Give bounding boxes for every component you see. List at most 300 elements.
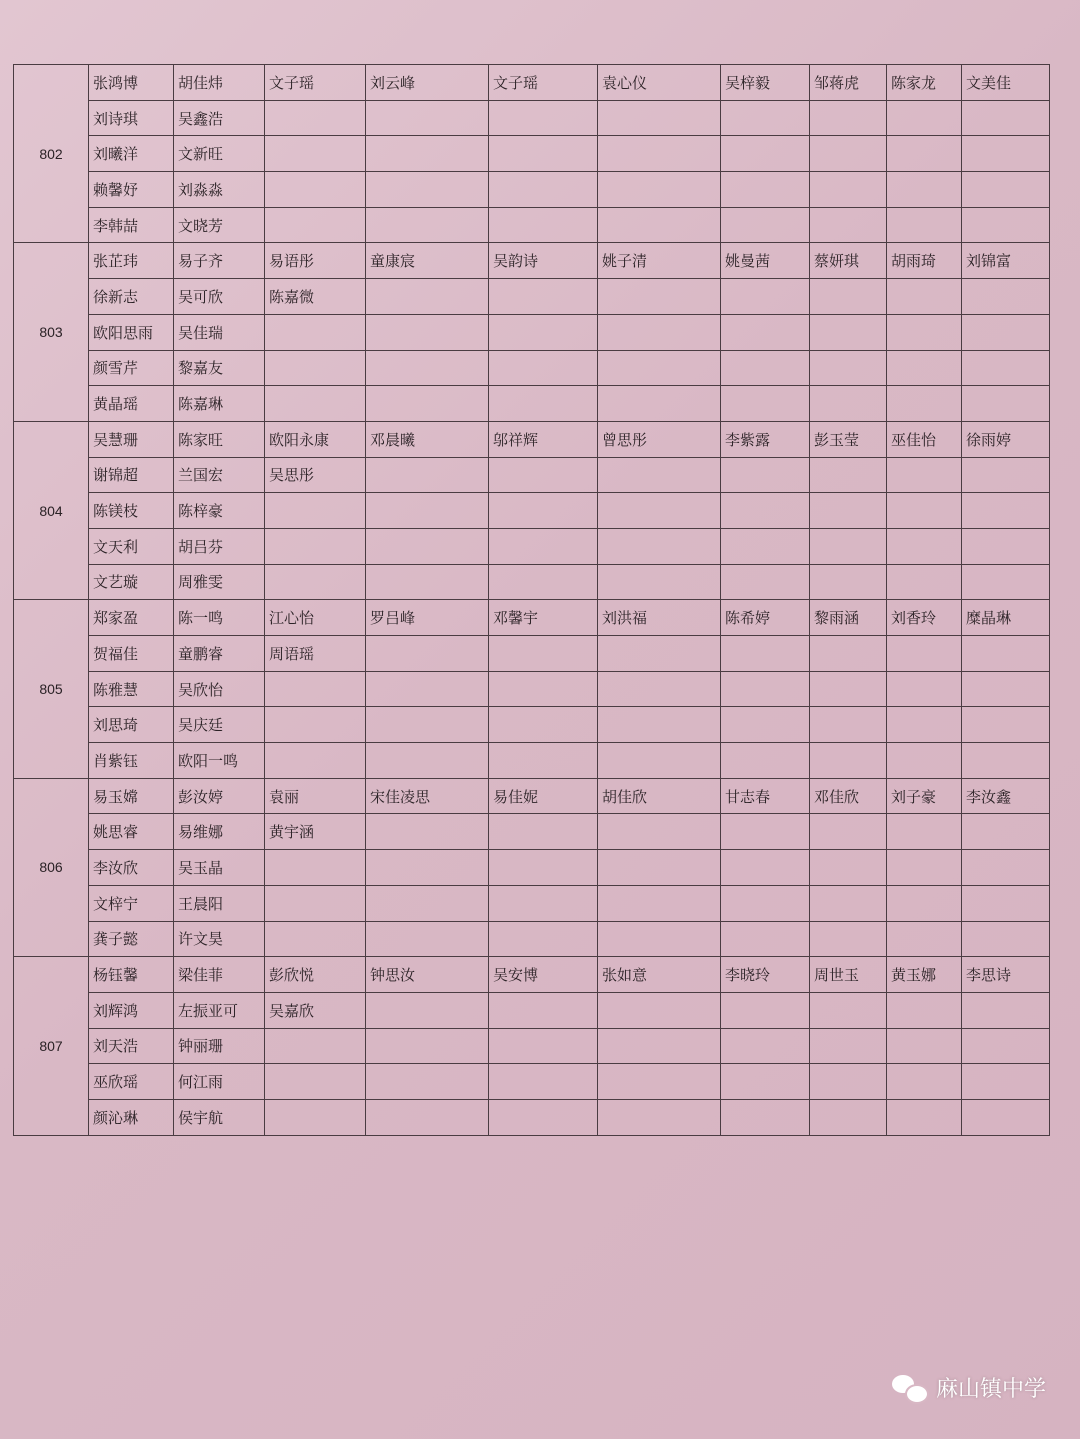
- student-name-cell: 杨钰馨: [89, 957, 174, 993]
- student-name-cell: [489, 172, 598, 208]
- student-name-cell: [810, 921, 887, 957]
- student-name-cell: [721, 1028, 810, 1064]
- student-name-cell: [721, 172, 810, 208]
- class-number: 805: [14, 600, 89, 778]
- student-name-cell: [962, 671, 1050, 707]
- student-name-cell: [962, 850, 1050, 886]
- student-name-cell: 郑家盈: [89, 600, 174, 636]
- student-name-cell: [366, 100, 489, 136]
- student-name-cell: [265, 136, 366, 172]
- student-name-cell: [598, 172, 721, 208]
- student-name-cell: [598, 386, 721, 422]
- student-name-cell: 刘思琦: [89, 707, 174, 743]
- student-name-cell: [366, 172, 489, 208]
- student-name-cell: 吴慧珊: [89, 421, 174, 457]
- student-name-cell: [489, 314, 598, 350]
- student-name-cell: 梁佳菲: [174, 957, 265, 993]
- table-row: [14, 671, 1050, 707]
- student-name-cell: [962, 885, 1050, 921]
- student-name-cell: 甘志春: [721, 778, 810, 814]
- student-name-cell: 钟丽珊: [174, 1028, 265, 1064]
- student-name-cell: 许文昊: [174, 921, 265, 957]
- student-name-cell: [366, 707, 489, 743]
- student-name-cell: [810, 564, 887, 600]
- student-name-cell: [721, 528, 810, 564]
- student-name-cell: 徐雨婷: [962, 421, 1050, 457]
- student-name-cell: [810, 172, 887, 208]
- student-name-cell: 文天利: [89, 528, 174, 564]
- student-name-cell: [887, 1099, 962, 1135]
- student-name-cell: [598, 314, 721, 350]
- student-name-cell: [721, 992, 810, 1028]
- student-name-cell: [366, 207, 489, 243]
- table-row: [14, 314, 1050, 350]
- table-row: [14, 493, 1050, 529]
- student-name-cell: 邓馨宇: [489, 600, 598, 636]
- student-name-cell: [721, 136, 810, 172]
- student-name-cell: [887, 921, 962, 957]
- student-name-cell: [810, 528, 887, 564]
- student-name-cell: [489, 100, 598, 136]
- student-name-cell: [489, 386, 598, 422]
- student-name-cell: [489, 921, 598, 957]
- student-name-cell: 文新旺: [174, 136, 265, 172]
- student-name-cell: [598, 457, 721, 493]
- table-row: [14, 992, 1050, 1028]
- student-name-cell: [887, 850, 962, 886]
- class-number: 804: [14, 421, 89, 599]
- student-name-cell: [489, 636, 598, 672]
- student-name-cell: [265, 350, 366, 386]
- student-name-cell: 刘云峰: [366, 65, 489, 101]
- student-name-cell: 陈雅慧: [89, 671, 174, 707]
- student-name-cell: [962, 172, 1050, 208]
- student-name-cell: [366, 921, 489, 957]
- student-name-cell: [265, 1028, 366, 1064]
- table-row: [14, 350, 1050, 386]
- table-row: [14, 528, 1050, 564]
- student-name-cell: 邬祥辉: [489, 421, 598, 457]
- student-name-cell: [721, 921, 810, 957]
- table-row: [14, 207, 1050, 243]
- student-name-cell: [598, 671, 721, 707]
- student-name-cell: [721, 457, 810, 493]
- student-name-cell: 陈嘉微: [265, 279, 366, 315]
- student-name-cell: [598, 564, 721, 600]
- student-name-cell: [265, 921, 366, 957]
- student-name-cell: [598, 528, 721, 564]
- table-row: [14, 279, 1050, 315]
- student-name-cell: [887, 207, 962, 243]
- student-name-cell: [962, 921, 1050, 957]
- student-name-cell: 巫佳怡: [887, 421, 962, 457]
- student-name-cell: [598, 992, 721, 1028]
- student-name-cell: 周语瑶: [265, 636, 366, 672]
- student-name-cell: 吴韵诗: [489, 243, 598, 279]
- student-name-cell: [265, 100, 366, 136]
- student-name-cell: 吴玉晶: [174, 850, 265, 886]
- student-name-cell: [598, 885, 721, 921]
- student-name-cell: 彭欣悦: [265, 957, 366, 993]
- student-name-cell: [810, 814, 887, 850]
- class-roster-table: [13, 64, 1050, 1136]
- student-name-cell: 徐新志: [89, 279, 174, 315]
- table-row: [14, 564, 1050, 600]
- table-row: [14, 243, 1050, 279]
- table-row: [14, 707, 1050, 743]
- student-name-cell: [265, 1064, 366, 1100]
- student-name-cell: [366, 1028, 489, 1064]
- student-name-cell: [265, 1099, 366, 1135]
- student-name-cell: [366, 743, 489, 779]
- watermark-text: 麻山镇中学: [935, 1377, 1046, 1402]
- student-name-cell: 侯宇航: [174, 1099, 265, 1135]
- student-name-cell: [366, 992, 489, 1028]
- table-row: [14, 1028, 1050, 1064]
- table-row: [14, 921, 1050, 957]
- student-name-cell: 颜沁琳: [89, 1099, 174, 1135]
- student-name-cell: 吴佳瑞: [174, 314, 265, 350]
- student-name-cell: [962, 350, 1050, 386]
- student-name-cell: 文晓芳: [174, 207, 265, 243]
- student-name-cell: [810, 100, 887, 136]
- student-name-cell: [721, 1064, 810, 1100]
- student-name-cell: [598, 100, 721, 136]
- student-name-cell: [962, 1064, 1050, 1100]
- student-name-cell: 宋佳凌思: [366, 778, 489, 814]
- student-name-cell: 袁心仪: [598, 65, 721, 101]
- student-name-cell: [489, 1099, 598, 1135]
- student-name-cell: 吴庆廷: [174, 707, 265, 743]
- student-name-cell: [489, 992, 598, 1028]
- student-name-cell: [810, 1028, 887, 1064]
- student-name-cell: [887, 279, 962, 315]
- student-name-cell: 左振亚可: [174, 992, 265, 1028]
- student-name-cell: [810, 1099, 887, 1135]
- student-name-cell: [721, 493, 810, 529]
- student-name-cell: [887, 172, 962, 208]
- table-row: [14, 1064, 1050, 1100]
- student-name-cell: [598, 1099, 721, 1135]
- student-name-cell: [366, 1064, 489, 1100]
- student-name-cell: [962, 992, 1050, 1028]
- student-name-cell: [366, 279, 489, 315]
- student-name-cell: 黄玉娜: [887, 957, 962, 993]
- student-name-cell: 欧阳一鸣: [174, 743, 265, 779]
- student-name-cell: 江心怡: [265, 600, 366, 636]
- student-name-cell: [721, 207, 810, 243]
- student-name-cell: 何江雨: [174, 1064, 265, 1100]
- student-name-cell: 邹蒋虎: [810, 65, 887, 101]
- student-name-cell: [810, 207, 887, 243]
- student-name-cell: 吴鑫浩: [174, 100, 265, 136]
- student-name-cell: 刘天浩: [89, 1028, 174, 1064]
- student-name-cell: [721, 707, 810, 743]
- student-name-cell: 胡雨琦: [887, 243, 962, 279]
- student-name-cell: [810, 636, 887, 672]
- student-name-cell: [721, 743, 810, 779]
- table-row: [14, 636, 1050, 672]
- student-name-cell: [962, 314, 1050, 350]
- student-name-cell: 欧阳思雨: [89, 314, 174, 350]
- student-name-cell: [598, 350, 721, 386]
- student-name-cell: [887, 350, 962, 386]
- student-name-cell: [887, 1064, 962, 1100]
- student-name-cell: [962, 1028, 1050, 1064]
- student-name-cell: [962, 279, 1050, 315]
- table-row: [14, 743, 1050, 779]
- student-name-cell: [598, 743, 721, 779]
- student-name-cell: [489, 814, 598, 850]
- student-name-cell: [489, 564, 598, 600]
- student-name-cell: 黄宇涵: [265, 814, 366, 850]
- student-name-cell: [887, 564, 962, 600]
- student-name-cell: [887, 136, 962, 172]
- student-name-cell: [887, 885, 962, 921]
- student-name-cell: 刘辉鸿: [89, 992, 174, 1028]
- student-name-cell: 邓佳欣: [810, 778, 887, 814]
- student-name-cell: [887, 314, 962, 350]
- student-name-cell: [265, 885, 366, 921]
- student-name-cell: [962, 136, 1050, 172]
- student-name-cell: [810, 350, 887, 386]
- student-name-cell: [265, 564, 366, 600]
- student-name-cell: [887, 707, 962, 743]
- student-name-cell: [366, 564, 489, 600]
- student-name-cell: 吴安博: [489, 957, 598, 993]
- student-name-cell: [810, 314, 887, 350]
- student-name-cell: 文艺璇: [89, 564, 174, 600]
- student-name-cell: 肖紫钰: [89, 743, 174, 779]
- student-name-cell: 周雅雯: [174, 564, 265, 600]
- student-name-cell: 邓晨曦: [366, 421, 489, 457]
- student-name-cell: [489, 279, 598, 315]
- student-name-cell: 陈嘉琳: [174, 386, 265, 422]
- student-name-cell: [887, 743, 962, 779]
- student-name-cell: [810, 707, 887, 743]
- student-name-cell: 易子齐: [174, 243, 265, 279]
- student-name-cell: [366, 136, 489, 172]
- student-name-cell: 曾思彤: [598, 421, 721, 457]
- student-name-cell: [810, 493, 887, 529]
- student-name-cell: [265, 671, 366, 707]
- student-name-cell: [265, 314, 366, 350]
- table-row: [14, 600, 1050, 636]
- student-name-cell: [366, 386, 489, 422]
- student-name-cell: 童鹏睿: [174, 636, 265, 672]
- student-name-cell: 张如意: [598, 957, 721, 993]
- student-name-cell: 刘香玲: [887, 600, 962, 636]
- student-name-cell: [887, 814, 962, 850]
- student-name-cell: 易佳妮: [489, 778, 598, 814]
- table-row: [14, 957, 1050, 993]
- student-name-cell: 李紫露: [721, 421, 810, 457]
- student-name-cell: [962, 743, 1050, 779]
- student-name-cell: [598, 207, 721, 243]
- table-row: [14, 421, 1050, 457]
- student-name-cell: 李思诗: [962, 957, 1050, 993]
- student-name-cell: [887, 493, 962, 529]
- student-name-cell: 李汝欣: [89, 850, 174, 886]
- student-name-cell: 刘锦富: [962, 243, 1050, 279]
- student-name-cell: 陈家旺: [174, 421, 265, 457]
- student-name-cell: 赖馨妤: [89, 172, 174, 208]
- student-name-cell: 胡佳炜: [174, 65, 265, 101]
- student-name-cell: [810, 386, 887, 422]
- student-name-cell: [810, 279, 887, 315]
- student-name-cell: [887, 1028, 962, 1064]
- student-name-cell: [721, 386, 810, 422]
- student-name-cell: 姚曼茜: [721, 243, 810, 279]
- student-name-cell: 胡吕芬: [174, 528, 265, 564]
- student-name-cell: 颜雪芹: [89, 350, 174, 386]
- student-name-cell: [962, 207, 1050, 243]
- student-name-cell: 吴思彤: [265, 457, 366, 493]
- student-name-cell: [598, 707, 721, 743]
- student-name-cell: 文子瑶: [489, 65, 598, 101]
- student-name-cell: 周世玉: [810, 957, 887, 993]
- student-name-cell: [265, 850, 366, 886]
- student-name-cell: [721, 671, 810, 707]
- student-name-cell: 彭汝婷: [174, 778, 265, 814]
- student-name-cell: [887, 636, 962, 672]
- class-number: 807: [14, 957, 89, 1135]
- student-name-cell: 易语彤: [265, 243, 366, 279]
- student-name-cell: [810, 136, 887, 172]
- student-name-cell: [887, 671, 962, 707]
- student-name-cell: [810, 1064, 887, 1100]
- student-name-cell: 钟思汝: [366, 957, 489, 993]
- roster-body: [14, 65, 1050, 1136]
- student-name-cell: [489, 528, 598, 564]
- student-name-cell: 龚子懿: [89, 921, 174, 957]
- student-name-cell: [265, 386, 366, 422]
- student-name-cell: [366, 314, 489, 350]
- student-name-cell: 文梓宁: [89, 885, 174, 921]
- student-name-cell: [366, 350, 489, 386]
- student-name-cell: [721, 314, 810, 350]
- student-name-cell: [366, 885, 489, 921]
- class-number: 803: [14, 243, 89, 421]
- student-name-cell: [489, 671, 598, 707]
- student-name-cell: 易维娜: [174, 814, 265, 850]
- student-name-cell: 李晓玲: [721, 957, 810, 993]
- student-name-cell: 吴嘉欣: [265, 992, 366, 1028]
- student-name-cell: [721, 850, 810, 886]
- student-name-cell: [489, 850, 598, 886]
- class-number: 806: [14, 778, 89, 956]
- student-name-cell: 罗吕峰: [366, 600, 489, 636]
- student-name-cell: [721, 636, 810, 672]
- student-name-cell: [810, 743, 887, 779]
- student-name-cell: [489, 136, 598, 172]
- student-name-cell: 陈镁枝: [89, 493, 174, 529]
- student-name-cell: 谢锦超: [89, 457, 174, 493]
- student-name-cell: [887, 386, 962, 422]
- student-name-cell: [598, 814, 721, 850]
- student-name-cell: 童康宸: [366, 243, 489, 279]
- student-name-cell: 李汝鑫: [962, 778, 1050, 814]
- student-name-cell: 吴欣怡: [174, 671, 265, 707]
- student-name-cell: [810, 671, 887, 707]
- student-name-cell: 吴梓毅: [721, 65, 810, 101]
- student-name-cell: [489, 493, 598, 529]
- student-name-cell: [810, 457, 887, 493]
- student-name-cell: [962, 100, 1050, 136]
- student-name-cell: [489, 707, 598, 743]
- student-name-cell: 姚子清: [598, 243, 721, 279]
- student-name-cell: [962, 564, 1050, 600]
- student-name-cell: 文子瑶: [265, 65, 366, 101]
- student-name-cell: 黎雨涵: [810, 600, 887, 636]
- student-name-cell: [598, 636, 721, 672]
- table-row: [14, 850, 1050, 886]
- student-name-cell: 巫欣瑶: [89, 1064, 174, 1100]
- student-name-cell: [366, 528, 489, 564]
- student-name-cell: 刘淼淼: [174, 172, 265, 208]
- student-name-cell: [721, 814, 810, 850]
- student-name-cell: 陈梓豪: [174, 493, 265, 529]
- student-name-cell: 刘诗琪: [89, 100, 174, 136]
- student-name-cell: [489, 1028, 598, 1064]
- student-name-cell: [962, 1099, 1050, 1135]
- student-name-cell: [489, 350, 598, 386]
- student-name-cell: [265, 172, 366, 208]
- student-name-cell: [265, 743, 366, 779]
- student-name-cell: 糜晶琳: [962, 600, 1050, 636]
- student-name-cell: 胡佳欣: [598, 778, 721, 814]
- table-row: [14, 778, 1050, 814]
- student-name-cell: [721, 885, 810, 921]
- table-row: [14, 814, 1050, 850]
- table-row: [14, 1099, 1050, 1135]
- student-name-cell: 刘子豪: [887, 778, 962, 814]
- student-name-cell: [598, 850, 721, 886]
- student-name-cell: [962, 493, 1050, 529]
- student-name-cell: [265, 207, 366, 243]
- student-name-cell: [962, 457, 1050, 493]
- student-name-cell: [598, 1028, 721, 1064]
- student-name-cell: 蔡妍琪: [810, 243, 887, 279]
- table-row: [14, 65, 1050, 101]
- student-name-cell: 黎嘉友: [174, 350, 265, 386]
- student-name-cell: [366, 1099, 489, 1135]
- student-name-cell: 姚思睿: [89, 814, 174, 850]
- student-name-cell: [265, 493, 366, 529]
- student-name-cell: [810, 885, 887, 921]
- student-name-cell: [366, 671, 489, 707]
- student-name-cell: [489, 885, 598, 921]
- student-name-cell: [887, 992, 962, 1028]
- student-name-cell: [598, 1064, 721, 1100]
- table-row: [14, 457, 1050, 493]
- student-name-cell: [489, 1064, 598, 1100]
- student-name-cell: 陈一鸣: [174, 600, 265, 636]
- student-name-cell: [810, 992, 887, 1028]
- student-name-cell: [366, 636, 489, 672]
- student-name-cell: 兰国宏: [174, 457, 265, 493]
- student-name-cell: [265, 707, 366, 743]
- student-name-cell: 王晨阳: [174, 885, 265, 921]
- student-name-cell: [721, 1099, 810, 1135]
- student-name-cell: [598, 279, 721, 315]
- student-name-cell: 易玉嫦: [89, 778, 174, 814]
- student-name-cell: [721, 350, 810, 386]
- student-name-cell: [489, 207, 598, 243]
- student-name-cell: [887, 100, 962, 136]
- student-name-cell: [366, 814, 489, 850]
- student-name-cell: 袁丽: [265, 778, 366, 814]
